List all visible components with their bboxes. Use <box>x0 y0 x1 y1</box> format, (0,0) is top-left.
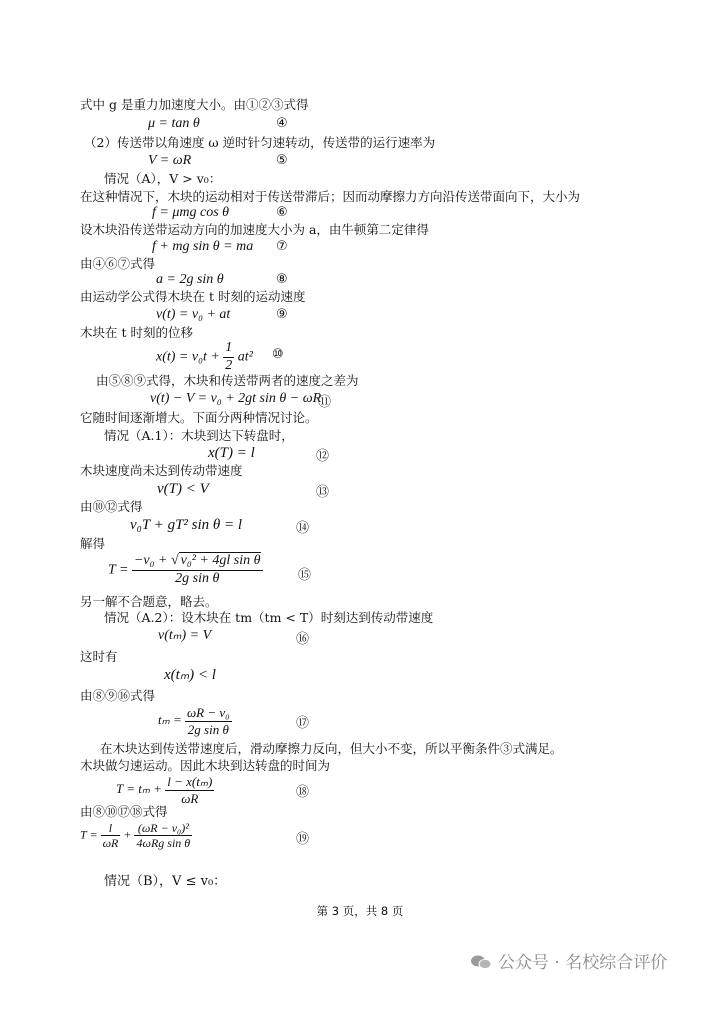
denominator: 2 <box>225 357 233 373</box>
equation-number: ⑧ <box>276 272 288 287</box>
eq-part: at² <box>237 349 253 365</box>
page-footer: 第 3 页，共 8 页 <box>316 904 404 918</box>
text-line: 另一解不合题意，略去。 <box>80 594 218 609</box>
numerator: 1 <box>223 340 234 358</box>
equation-4: μ = tan θ <box>148 116 200 131</box>
text-line: 解得 <box>80 536 106 551</box>
text-line: 由⑩⑫式得 <box>80 499 143 514</box>
eq-part: T = <box>108 562 129 578</box>
text-line: 式中 g 是重力加速度大小。由①②③式得 <box>80 97 309 112</box>
text-line: 由④⑥⑦式得 <box>80 256 156 271</box>
denominator: ωR <box>102 836 119 851</box>
equation-number: ⑯ <box>296 632 310 647</box>
equation-5: V = ωR <box>148 153 192 168</box>
case-heading: 情况（A），V > v₀： <box>104 171 222 186</box>
wechat-icon <box>470 954 492 970</box>
equation-6: f = μmg cos θ <box>152 205 230 220</box>
numerator: ωR − v₀ <box>186 705 230 720</box>
equation-9: v(t) = v₀ + at <box>156 307 231 322</box>
equation-10 <box>156 340 253 375</box>
text-line: 木块在 t 时刻的位移 <box>80 325 193 340</box>
eq-part: tₘ = <box>158 712 182 728</box>
text-line: 由运动学公式得木块在 t 时刻的运动速度 <box>80 289 306 304</box>
case-heading: 情况（A.1）：木块到达下转盘时， <box>104 428 294 443</box>
eq-part: T = <box>80 827 98 842</box>
equation-number: ⑬ <box>316 485 330 500</box>
denominator: ωR <box>181 790 199 806</box>
equation-number: ⑩ <box>272 347 284 362</box>
eq-part: + <box>123 827 132 842</box>
watermark-text: 公众号 · 名校综合评价 <box>498 953 668 973</box>
text-line: 在木块达到传送带速度后，滑动摩擦力反向，但大小不变，所以平衡条件③式满足。 <box>100 741 563 756</box>
sqrt-radicand: v₀² + 4gl sin θ <box>180 553 261 568</box>
equation-number: ⑪ <box>318 395 332 410</box>
equation-18 <box>116 774 214 806</box>
equation-number: ④ <box>276 116 288 131</box>
text-line: 木块做匀速运动。因此木块到达转盘的时间为 <box>80 758 331 773</box>
fraction <box>223 340 234 375</box>
fraction <box>134 821 192 851</box>
case-heading: 情况（B），V ≤ v₀： <box>104 874 227 889</box>
fraction <box>165 774 214 806</box>
text-line: 这时有 <box>80 649 118 664</box>
equation-14: v₀T + gT² sin θ = l <box>130 517 243 533</box>
eq-part: T = tₘ + <box>116 781 163 797</box>
numerator: −v₀ + √ v₀² + 4gl sin θ <box>132 553 263 571</box>
watermark <box>470 948 667 973</box>
text-line: 由⑤⑧⑨式得，木块和传送带两者的速度之差为 <box>96 373 359 388</box>
equation-number: ⑲ <box>296 832 310 847</box>
equation-19 <box>80 821 192 851</box>
eq-part: −v₀ + <box>133 553 171 568</box>
equation-number: ⑨ <box>276 307 288 322</box>
denominator: 2g sin θ <box>187 721 229 737</box>
text-line: 由⑧⑨⑯式得 <box>80 688 156 703</box>
equation-number: ⑰ <box>296 716 310 731</box>
equation-number: ⑫ <box>316 449 330 464</box>
equation-number: ⑦ <box>276 239 288 254</box>
text-line: 在这种情况下，木块的运动相对于传送带滞后；因而动摩擦力方向沿传送带面向下，大小为 <box>80 189 581 204</box>
numerator: (ωR − v₀)² <box>134 821 192 836</box>
denominator: 2g sin θ <box>175 570 220 586</box>
fraction <box>101 821 121 851</box>
equation-15 <box>108 553 263 588</box>
equation-11: v(t) − V = v₀ + 2gt sin θ − ωR <box>150 391 322 406</box>
equation-8: a = 2g sin θ <box>156 272 224 287</box>
text-line: 设木块沿传送带运动方向的加速度大小为 a，由牛顿第二定律得 <box>80 222 429 237</box>
equation-number: ⑭ <box>296 521 310 536</box>
equation-17 <box>158 705 232 737</box>
fraction <box>132 553 263 588</box>
equation-number: ⑥ <box>276 205 288 220</box>
equation-number: ⑱ <box>296 785 310 800</box>
equation-13: v(T) < V <box>157 481 209 497</box>
numerator: l <box>101 821 121 836</box>
equation-16b: x(tₘ) < l <box>164 667 216 683</box>
text-line: （2）传送带以角速度 ω 逆时针匀速转动，传送带的运行速率为 <box>84 135 436 150</box>
case-heading: 情况（A.2）：设木块在 tm（tm < T）时刻达到传动带速度 <box>104 610 434 625</box>
eq-part: x(t) = v₀t + <box>156 349 220 365</box>
text-line: 由⑧⑩⑰⑱式得 <box>80 804 168 819</box>
equation-12: x(T) = l <box>208 445 255 461</box>
equation-7: f + mg sin θ = ma <box>152 239 254 254</box>
text-line: 它随时间逐渐增大。下面分两种情况讨论。 <box>80 410 318 425</box>
equation-number: ⑮ <box>298 568 312 583</box>
fraction <box>185 705 232 737</box>
denominator: 4ωRg sin θ <box>136 836 191 851</box>
text-line: 木块速度尚未达到传动带速度 <box>80 463 243 478</box>
equation-number: ⑤ <box>276 153 288 168</box>
numerator: l − x(tₘ) <box>167 774 213 789</box>
equation-16: v(tₘ) = V <box>158 628 212 643</box>
